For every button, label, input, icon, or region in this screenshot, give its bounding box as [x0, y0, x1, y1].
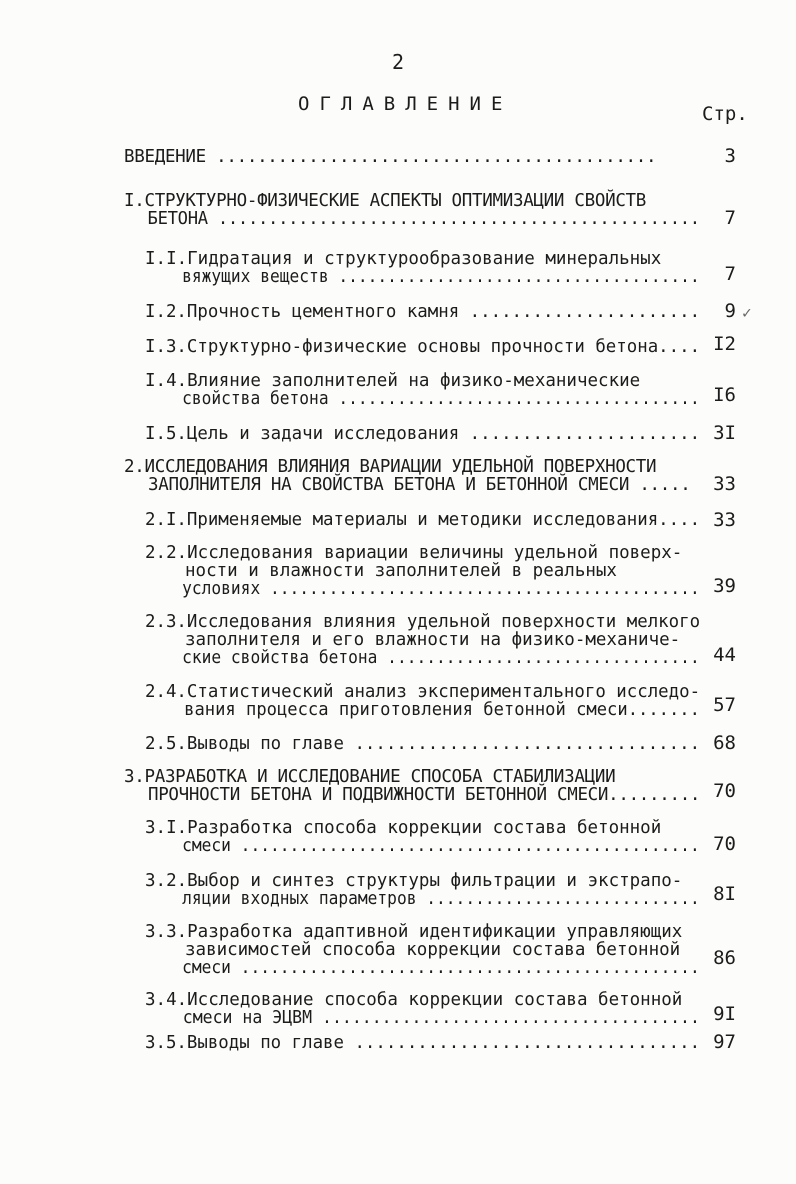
entry-page: 97: [713, 1031, 736, 1053]
entry-line: 3.3.Разработка адаптивной идентификации управляющих: [145, 922, 683, 942]
toc-entry-1-2[interactable]: [145, 303, 703, 321]
entry-page: 3: [724, 145, 736, 167]
entry-line: ские свойства бетона ................................: [182, 648, 700, 668]
toc-entry-2-5[interactable]: [145, 735, 703, 753]
entry-line: I.2.Прочность цементного камня ......................: [145, 302, 701, 322]
entry-line: 2.I.Применяемые материалы и методики исследования....: [145, 510, 701, 530]
entry-line: 3.5.Выводы по главе .................................: [145, 1033, 701, 1053]
entry-line: вания процесса приготовления бетонной смеси.......: [184, 700, 700, 720]
entry-line: ПРОЧНОСТИ БЕТОНА И ПОДВИЖНОСТИ БЕТОННОЙ СМЕСИ.........: [147, 785, 701, 805]
entry-line: смеси ...............................................: [182, 836, 700, 856]
toc-entry-3-3[interactable]: [145, 923, 743, 977]
toc-entry-1-1[interactable]: [145, 250, 743, 286]
toc-title: ОГЛАВЛЕНИЕ: [298, 93, 513, 115]
page-number: 2: [391, 50, 405, 74]
toc-entry-2-1[interactable]: [145, 511, 703, 529]
entry-line: I.4.Влияние заполнителей на физико-механические: [145, 371, 641, 391]
entry-page: 70: [713, 833, 736, 855]
entry-line: I.5.Цель и задачи исследования ......................: [145, 424, 701, 444]
entry-line: 3.РАЗРАБОТКА И ИССЛЕДОВАНИЕ СПОСОБА СТАБИЛИЗАЦИИ: [124, 767, 616, 787]
toc-entry-chapter-2[interactable]: [124, 458, 691, 494]
toc-entry-3-1[interactable]: [145, 819, 743, 855]
entry-line: смеси ...............................................: [182, 958, 700, 978]
toc-entry-1-3[interactable]: [145, 338, 703, 356]
entry-line: заполнителя и его влажности на физико-механиче-: [185, 630, 681, 650]
entry-page: 39: [713, 575, 736, 597]
entry-line: 3.4.Исследование способа коррекции состава бетонной: [145, 990, 683, 1010]
entry-line: БЕТОНА ................................................: [147, 209, 700, 229]
entry-line: ности и влажности заполнителей в реальных: [185, 561, 617, 581]
entry-line: 3.2.Выбор и синтез структуры фильтрации и экстрапо-: [145, 871, 683, 891]
entry-line: 2.5.Выводы по главе .................................: [145, 734, 701, 754]
entry-line: вяжущих веществ .....................................: [182, 267, 700, 287]
entry-page: 44: [713, 644, 736, 666]
entry-page: 70: [713, 780, 736, 802]
toc-entry-2-3[interactable]: [145, 613, 743, 667]
toc-entry-chapter-3[interactable]: [124, 768, 701, 804]
entry-page: 33: [713, 509, 736, 531]
toc-entry-3-5[interactable]: [145, 1034, 703, 1052]
entry-line: зависимостей способа коррекции состава бетонной: [185, 940, 681, 960]
entry-line: 2.3.Исследования влияния удельной поверхности мелкого: [145, 612, 701, 632]
toc-entry-chapter-1[interactable]: [124, 192, 711, 228]
page-column-label: Стр.: [702, 103, 748, 125]
toc-entry-3-4[interactable]: [145, 991, 733, 1027]
toc-entry-2-2[interactable]: [145, 544, 743, 598]
entry-line: смеси на ЭЦВМ ......................................: [182, 1008, 700, 1028]
toc-entry-1-5[interactable]: [145, 425, 703, 443]
entry-page: 33: [713, 473, 736, 495]
entry-line: 3.I.Разработка способа коррекции состава бетонной: [145, 818, 662, 838]
entry-line: I.СТРУКТУРНО-ФИЗИЧЕСКИЕ АСПЕКТЫ ОПТИМИЗАЦИИ СВОЙСТВ: [124, 191, 647, 211]
entry-page: I2: [713, 333, 736, 355]
entry-page: 3I: [713, 422, 736, 444]
entry-line: I.3.Структурно-физические основы прочности бетона....: [145, 337, 701, 357]
toc-entry-3-2[interactable]: [145, 872, 743, 908]
entry-page: 86: [713, 947, 736, 969]
entry-page: 68: [713, 732, 736, 754]
toc-entry-1-4[interactable]: [145, 372, 743, 408]
entry-page: 9: [724, 300, 736, 322]
entry-page: 9I: [713, 1003, 736, 1025]
entry-line: I.I.Гидратация и структурообразование минеральных: [145, 249, 662, 269]
toc-entry-2-4[interactable]: [145, 683, 712, 719]
entry-page: 7: [724, 263, 736, 285]
entry-page: 7: [724, 207, 736, 229]
entry-line: 2.4.Статистический анализ экспериментального исследо-: [145, 682, 701, 702]
toc-entry-introduction[interactable]: [124, 148, 656, 166]
entry-line: свойства бетона .....................................: [182, 389, 700, 409]
entry-line: ВВЕДЕНИЕ ...........................................: [124, 147, 657, 167]
entry-page: 8I: [713, 883, 736, 905]
entry-line: ляции входных параметров ............................: [182, 889, 700, 909]
entry-page: 57: [713, 694, 736, 716]
checkmark-icon: ✓: [742, 303, 752, 322]
entry-page: I6: [713, 384, 736, 406]
entry-line: 2.2.Исследования вариации величины удельной поверх-: [145, 543, 683, 563]
entry-line: условиях ............................................: [182, 579, 700, 599]
entry-line: 2.ИССЛЕДОВАНИЯ ВЛИЯНИЯ ВАРИАЦИИ УДЕЛЬНОЙ ПОВЕРХНОСТИ: [124, 457, 657, 477]
entry-line: ЗАПОЛНИТЕЛЯ НА СВОЙСТВА БЕТОНА И БЕТОННОЙ СМЕСИ .....: [148, 475, 691, 495]
